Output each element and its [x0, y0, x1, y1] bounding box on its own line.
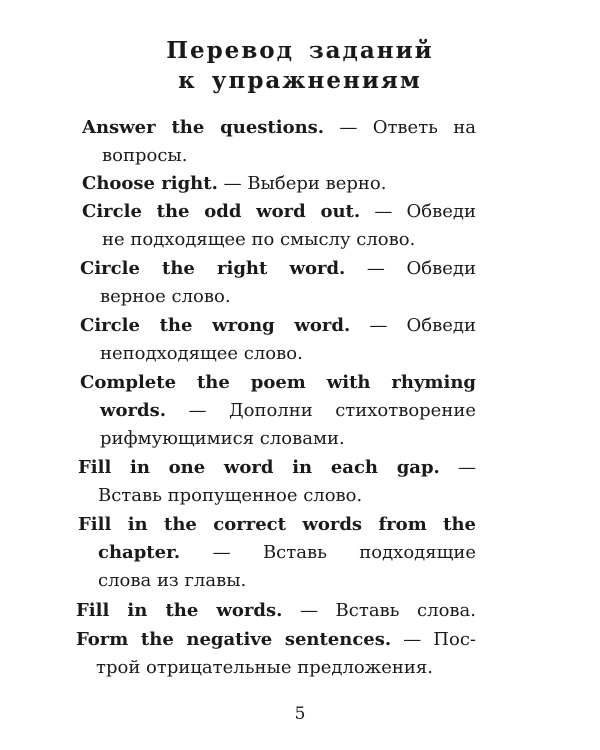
entry-dash: — [212, 542, 231, 563]
entry-translation-continued: не подходящее по смыслу слово. [102, 229, 416, 250]
entry-translation-continued: верное слово. [100, 286, 231, 307]
entry-term: Circle the right word. [80, 258, 346, 279]
entry-translation-continued: трой отрицательные предложения. [96, 657, 434, 678]
entry-dash: — [374, 201, 393, 222]
entry-line [80, 255, 476, 283]
entry-translation: Обведи [406, 258, 476, 279]
entry-translation-continued: вопросы. [102, 145, 188, 166]
entry-term-continued: words. [100, 400, 166, 421]
entry-line [76, 626, 476, 654]
entry-term: Choose right. [82, 173, 218, 194]
entry-dash: — [403, 629, 422, 650]
entry-dash: — [458, 457, 476, 478]
entry-dash: — [188, 400, 207, 421]
entry-line [82, 198, 476, 226]
entry-line [80, 397, 476, 425]
glossary-entry-complete-poem [80, 369, 476, 453]
entry-term: Fill in the correct words from the [78, 514, 476, 535]
entry-translation: Вставь слова. [335, 600, 476, 621]
entry-translation: Вставь подходящие [262, 542, 476, 563]
entry-translation-continued: слова из главы. [98, 570, 247, 591]
entry-line [82, 114, 476, 142]
entry-term: Circle the odd word out. [82, 201, 361, 222]
glossary-entry-choose-right [82, 170, 386, 198]
page-title-line-1: Перевод заданий [166, 37, 434, 64]
entry-translation-continued: неподходящее слово. [100, 343, 303, 364]
entry-translation: Пос- [433, 629, 476, 650]
glossary-entry-fill-words [76, 597, 476, 625]
glossary-entry-fill-one-word [78, 454, 476, 510]
entry-translation: Дополни стихотворение [228, 400, 476, 421]
entry-translation: Обведи [406, 315, 476, 336]
glossary-entry-form-negative [76, 626, 476, 682]
glossary-entry-circle-right-word [80, 255, 476, 311]
entry-dash: — [369, 315, 388, 336]
glossary-entry-fill-correct-words [78, 511, 476, 595]
entry-translation-continued: рифмующимися словами. [100, 428, 345, 449]
entry-translation: Выбери верно. [247, 173, 387, 194]
entry-term: Fill in one word in each gap. [78, 457, 440, 478]
entry-translation: Вставь пропущенное слово. [98, 485, 363, 506]
entry-term: Form the negative sentences. [76, 629, 392, 650]
entry-translation: Ответь на [372, 117, 476, 138]
glossary-entry-circle-wrong-word [80, 312, 476, 368]
entry-term: Circle the wrong word. [80, 315, 351, 336]
entry-dash: — [339, 117, 358, 138]
entry-dash: — [366, 258, 385, 279]
entry-line [80, 312, 476, 340]
glossary-entry-answer-questions [82, 114, 476, 170]
page-number: 5 [294, 704, 306, 724]
entry-term: Answer the questions. [82, 117, 325, 138]
glossary-entry-circle-odd-word [82, 198, 476, 254]
page-title-line-2: к упражнениям [178, 67, 422, 94]
entry-term: Fill in the words. [76, 600, 283, 621]
entry-term-continued: chapter. [98, 542, 181, 563]
entry-line [76, 597, 476, 625]
entry-translation: Обведи [406, 201, 476, 222]
entry-line [78, 454, 476, 482]
entry-line [78, 539, 476, 567]
entry-dash: — [299, 600, 318, 621]
entry-term: Complete the poem with rhyming [80, 372, 476, 393]
entry-dash: — [223, 173, 242, 194]
